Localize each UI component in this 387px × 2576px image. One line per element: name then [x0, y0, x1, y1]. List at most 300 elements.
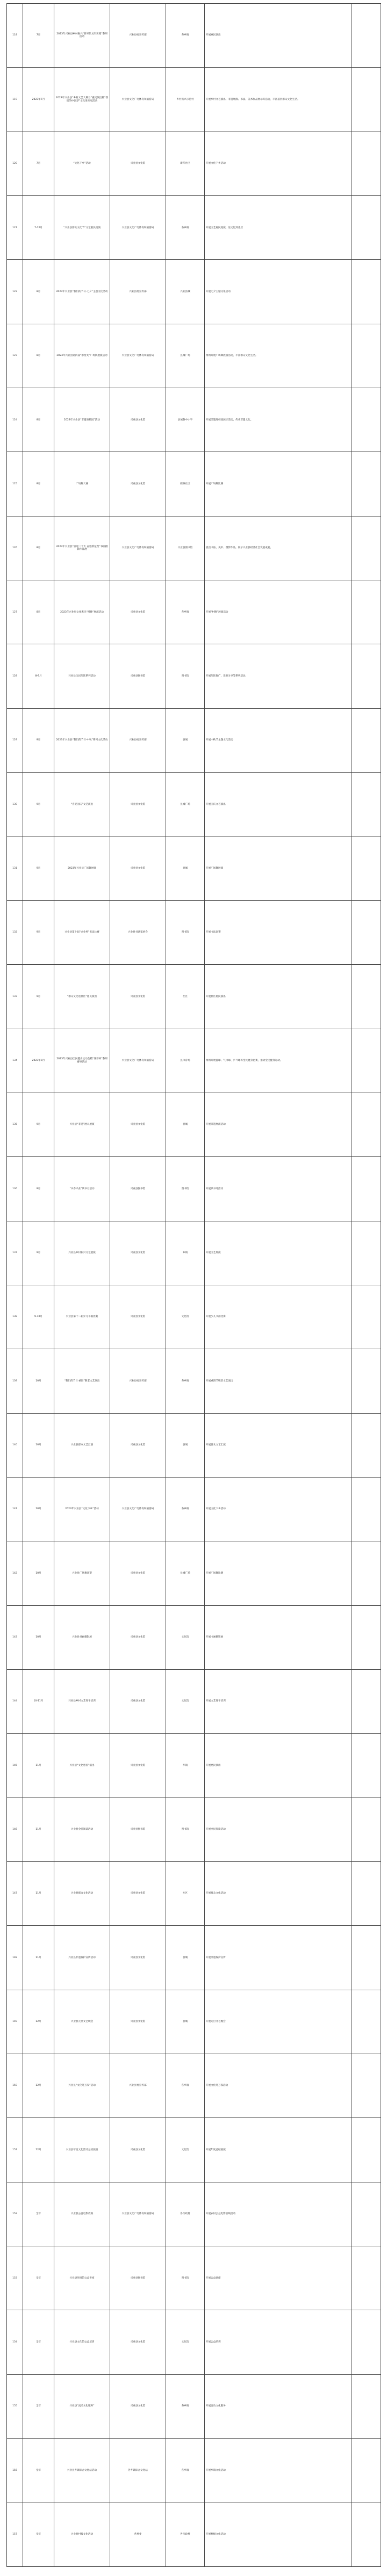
cell-time: 8月: [23, 580, 54, 644]
cell-time: 全年: [23, 2310, 54, 2374]
cell-time: 9月: [23, 836, 54, 900]
cell-activity-name: 兴业县非遗保护宣传活动: [54, 1926, 110, 1990]
cell-row-number: 135: [7, 1093, 23, 1156]
cell-organizer: 兴业县文化广电体育和旅游局: [110, 516, 166, 580]
cell-location: 图书馆: [166, 2246, 205, 2310]
cell-organizer: 兴业县文化广电体育和旅游局: [110, 1477, 166, 1541]
cell-row-number: 151: [7, 2118, 23, 2182]
cell-activity-name: 兴业县“非遗”展示展演: [54, 1093, 110, 1156]
cell-organizer: 兴业县文化广电体育和旅游局: [110, 68, 166, 132]
cell-location: 乡村振兴示范村: [166, 68, 205, 132]
cell-time: 8月: [23, 324, 54, 388]
table-row: [7, 388, 381, 452]
cell-row-number: 123: [7, 324, 23, 388]
cell-location: 文化馆: [166, 1285, 205, 1349]
cell-organizer: 兴业县委宣传部: [110, 260, 166, 324]
cell-location: 县城: [166, 1990, 205, 2054]
cell-row-number: 121: [7, 196, 23, 260]
cell-row-number: 152: [7, 2182, 23, 2246]
cell-row-number: 141: [7, 1477, 23, 1541]
cell-time: 9月: [23, 708, 54, 772]
cell-activity-name: “我们的节日·重阳”敬老文艺演出: [54, 1349, 110, 1413]
cell-time: 8-9月: [23, 644, 54, 708]
cell-row-number: 142: [7, 1541, 23, 1605]
table-row: [7, 1285, 381, 1349]
cell-time: 10月: [23, 1349, 54, 1413]
cell-activity-name: 兴业县群众文艺汇演: [54, 1413, 110, 1477]
cell-note: [352, 516, 381, 580]
cell-location: 图书馆: [166, 1798, 205, 1861]
table-row: [7, 1413, 381, 1477]
cell-time: 8月: [23, 516, 54, 580]
table-row: [7, 1029, 381, 1093]
cell-activity-name: 兴业县乡镇综合文化站活动: [54, 2439, 110, 2502]
table-row: [7, 1157, 381, 1221]
cell-organizer: 兴业县文化馆: [110, 580, 166, 644]
cell-time: 12月: [23, 2118, 54, 2182]
cell-time: 全年: [23, 2439, 54, 2502]
table-row: [7, 2118, 381, 2182]
cell-activity-name: 2023年兴业县“我们的节日·七夕”主题文化活动: [54, 260, 110, 324]
cell-content: 开展群众文艺汇演: [205, 1413, 352, 1477]
cell-organizer: 兴业县图书馆: [110, 2246, 166, 2310]
cell-location: 乡镇: [166, 1221, 205, 1285]
cell-content: 开展群众文化活动: [205, 1861, 352, 1925]
cell-location: 新华社区: [166, 132, 205, 195]
cell-row-number: 153: [7, 2246, 23, 2310]
cell-location: 图书馆: [166, 900, 205, 964]
cell-time: 9月: [23, 1221, 54, 1285]
cell-location: 县城: [166, 1093, 205, 1156]
cell-activity-name: “文化下乡”活动: [54, 132, 110, 195]
cell-time: 9-10月: [23, 1285, 54, 1349]
cell-content: 开展重阳节敬老文艺演出: [205, 1349, 352, 1413]
cell-content: 开展文艺展演: [205, 1221, 352, 1285]
table-row: [7, 196, 381, 260]
cell-activity-name: 兴业县全民阅读系列活动: [54, 644, 110, 708]
cell-activity-name: 兴业县公益电影放映: [54, 2182, 110, 2246]
cell-content: 开展公益讲座: [205, 2246, 352, 2310]
cell-row-number: 134: [7, 1029, 23, 1093]
cell-organizer: 兴业县文化广电体育和旅游局: [110, 1029, 166, 1093]
table-row: [7, 644, 381, 708]
cell-organizer: 兴业县文化馆: [110, 1093, 166, 1156]
cell-content: 开展读书月活动: [205, 1157, 352, 1221]
cell-row-number: 149: [7, 1990, 23, 2054]
cell-time: 7-12月: [23, 196, 54, 260]
cell-row-number: 144: [7, 1669, 23, 1733]
cell-time: 7月: [23, 132, 54, 195]
cell-activity-name: 2023年兴业县文化惠民“村晚”展演活动: [54, 580, 110, 644]
cell-note: [352, 644, 381, 708]
cell-organizer: 兴业县文化馆: [110, 2310, 166, 2374]
cell-content: 开展非遗进校园展示活动，传承非遗文化。: [205, 388, 352, 452]
table-row: [7, 1669, 381, 1733]
cell-note: [352, 1734, 381, 1798]
cell-note: [352, 1798, 381, 1861]
cell-content: 展出书法、美术、摄影作品，展示兴业县经济社会发展成就。: [205, 516, 352, 580]
cell-row-number: 155: [7, 2374, 23, 2438]
cell-activity-name: 兴业县第十届“兴业杯”书法比赛: [54, 900, 110, 964]
cell-row-number: 147: [7, 1861, 23, 1925]
cell-row-number: 137: [7, 1221, 23, 1285]
cell-organizer: 兴业县文化广电体育和旅游局: [110, 2182, 166, 2246]
cell-time: 12月: [23, 2054, 54, 2118]
cell-time: 8月: [23, 388, 54, 452]
table-row: [7, 2374, 381, 2438]
cell-location: 文化馆: [166, 2310, 205, 2374]
activity-schedule-table: [6, 3, 381, 2567]
table-row: [7, 452, 381, 516]
cell-note: [352, 1861, 381, 1925]
cell-note: [352, 708, 381, 772]
cell-row-number: 148: [7, 1926, 23, 1990]
cell-row-number: 124: [7, 388, 23, 452]
cell-row-number: 150: [7, 2054, 23, 2118]
cell-row-number: 125: [7, 452, 23, 516]
cell-content: 开展“村晚”展演活动: [205, 580, 352, 644]
cell-time: 10月: [23, 1413, 54, 1477]
cell-organizer: 兴业县委宣传部: [110, 708, 166, 772]
cell-organizer: 兴业县文化馆: [110, 1926, 166, 1990]
table-row: [7, 2310, 381, 2374]
cell-location: 鹤林社区: [166, 452, 205, 516]
cell-time: 10月: [23, 1477, 54, 1541]
cell-location: 县城广场: [166, 324, 205, 388]
cell-content: 开展社区惠民演出: [205, 965, 352, 1029]
cell-organizer: 兴业县书法家协会: [110, 900, 166, 964]
cell-note: [352, 2118, 381, 2182]
cell-content: 开展文艺骨干培训: [205, 1669, 352, 1733]
table-row: [7, 1349, 381, 1413]
cell-note: [352, 132, 381, 195]
cell-activity-name: 兴业县广场舞比赛: [54, 1541, 110, 1605]
cell-activity-name: 2023年兴业县全民健身运动会暨“体彩杯”系列赛事活动: [54, 1029, 110, 1093]
cell-note: [352, 1157, 381, 1221]
cell-location: 县城: [166, 708, 205, 772]
cell-organizer: 兴业县文化馆: [110, 836, 166, 900]
cell-row-number: 131: [7, 836, 23, 900]
cell-content: 开展文化进万家活动: [205, 2054, 352, 2118]
cell-note: [352, 2310, 381, 2374]
cell-organizer: 兴业县文化馆: [110, 1861, 166, 1925]
cell-location: 图书馆: [166, 1157, 205, 1221]
cell-location: 县城广场: [166, 1541, 205, 1605]
cell-time: 11月: [23, 1798, 54, 1861]
cell-content: 开展乡村文艺演出、非遗展演、书法、美术作品展示等活动，丰富基层群众文化生活。: [205, 68, 352, 132]
cell-organizer: 兴业县文化馆: [110, 1541, 166, 1605]
table-row: [7, 580, 381, 644]
cell-location: 社区: [166, 965, 205, 1029]
table-row: [7, 2439, 381, 2502]
cell-note: [352, 900, 381, 964]
cell-content: 组织开展篮球、气排球、乒乓球等全民健身比赛，推动全民健身运动。: [205, 1029, 352, 1093]
table-row: [7, 708, 381, 772]
cell-row-number: 132: [7, 900, 23, 964]
cell-location: 图书馆: [166, 644, 205, 708]
cell-note: [352, 1093, 381, 1156]
cell-row-number: 129: [7, 708, 23, 772]
table-row: [7, 1990, 381, 2054]
cell-time: 8月: [23, 452, 54, 516]
cell-content: 开展乡镇文化活动: [205, 2439, 352, 2502]
cell-organizer: 兴业县文化馆: [110, 1605, 166, 1669]
cell-location: 县城: [166, 1413, 205, 1477]
cell-content: 开展非遗展演活动: [205, 1093, 352, 1156]
cell-activity-name: 兴业县乡村振兴文艺展演: [54, 1221, 110, 1285]
cell-row-number: 157: [7, 2502, 23, 2566]
cell-content: 开展惠民演出: [205, 1734, 352, 1798]
cell-content: 开展文化下乡活动: [205, 1477, 352, 1541]
cell-time: 10-11月: [23, 1669, 54, 1733]
cell-content: 开展农村公益电影放映活动: [205, 2182, 352, 2246]
cell-note: [352, 1349, 381, 1413]
cell-note: [352, 2054, 381, 2118]
cell-note: [352, 1413, 381, 1477]
cell-row-number: 119: [7, 68, 23, 132]
table-row: [7, 2182, 381, 2246]
cell-activity-name: 2023年兴业县“文化下乡”活动: [54, 1477, 110, 1541]
table-row: [7, 836, 381, 900]
table-row: [7, 1861, 381, 1925]
cell-note: [352, 452, 381, 516]
table-row: [7, 4, 381, 68]
cell-row-number: 154: [7, 2310, 23, 2374]
cell-organizer: 兴业县文化广电体育和旅游局: [110, 324, 166, 388]
cell-activity-name: 兴业县全民阅读活动: [54, 1798, 110, 1861]
cell-note: [352, 260, 381, 324]
cell-time: 10月: [23, 1605, 54, 1669]
cell-activity-name: 兴业县村级文化活动: [54, 2502, 110, 2566]
cell-note: [352, 2502, 381, 2566]
cell-content: 开展广场舞展演: [205, 836, 352, 900]
cell-row-number: 127: [7, 580, 23, 644]
cell-time: 9月: [23, 965, 54, 1029]
cell-note: [352, 1605, 381, 1669]
cell-row-number: 156: [7, 2439, 23, 2502]
cell-content: 开展书法比赛: [205, 900, 352, 964]
cell-note: [352, 1221, 381, 1285]
table-row: [7, 1605, 381, 1669]
cell-content: 组织开展广场舞展演活动，丰富群众文化生活。: [205, 324, 352, 388]
cell-location: 县城: [166, 1926, 205, 1990]
cell-time: 7月: [23, 4, 54, 68]
cell-organizer: 兴业县委宣传部: [110, 4, 166, 68]
cell-location: 各乡镇: [166, 2374, 205, 2438]
cell-time: 10月: [23, 1541, 54, 1605]
cell-organizer: 兴业县图书馆: [110, 1157, 166, 1221]
cell-time: 11月: [23, 1734, 54, 1798]
table-row: [7, 1093, 381, 1156]
cell-activity-name: 兴业县年度文化活动总结展演: [54, 2118, 110, 2182]
cell-organizer: 兴业县文化馆: [110, 2374, 166, 2438]
table-row: [7, 2054, 381, 2118]
cell-note: [352, 2182, 381, 2246]
cell-time: 9月: [23, 1093, 54, 1156]
cell-activity-name: 2023年兴业县乡村振兴“新时代文明实践”系列活动: [54, 4, 110, 68]
cell-row-number: 138: [7, 1285, 23, 1349]
cell-time: 全年: [23, 2182, 54, 2246]
cell-activity-name: 兴业县图书馆公益讲座: [54, 2246, 110, 2310]
cell-organizer: 兴业县文化馆: [110, 965, 166, 1029]
cell-location: 兴业县图书馆: [166, 516, 205, 580]
cell-note: [352, 580, 381, 644]
cell-note: [352, 4, 381, 68]
cell-location: 各乡镇: [166, 2054, 205, 2118]
table-row: [7, 1477, 381, 1541]
table-row: [7, 900, 381, 964]
cell-location: 县体育场: [166, 1029, 205, 1093]
table-body: [7, 4, 381, 2567]
cell-note: [352, 196, 381, 260]
cell-content: 开展书画摄影展: [205, 1605, 352, 1669]
cell-note: [352, 68, 381, 132]
cell-activity-name: 2023年兴业县第四届“群星奖”广场舞展演活动: [54, 324, 110, 388]
cell-note: [352, 1029, 381, 1093]
cell-organizer: 各乡镇综合文化站: [110, 2439, 166, 2502]
cell-activity-name: 2023年兴业县“我们的节日·中秋”系列文化活动: [54, 708, 110, 772]
cell-note: [352, 1285, 381, 1349]
cell-note: [352, 2374, 381, 2438]
cell-time: 全年: [23, 2246, 54, 2310]
cell-time: 2023年9月: [23, 1029, 54, 1093]
table-row: [7, 1734, 381, 1798]
cell-location: 社区: [166, 1861, 205, 1925]
cell-location: 县城: [166, 836, 205, 900]
cell-content: 开展文艺惠民巡演，送文化到基层: [205, 196, 352, 260]
cell-note: [352, 324, 381, 388]
cell-organizer: 兴业县文化馆: [110, 1413, 166, 1477]
cell-activity-name: 2023年兴业县“非遗进校园”活动: [54, 388, 110, 452]
cell-row-number: 118: [7, 4, 23, 68]
cell-content: 开展文化下乡活动: [205, 132, 352, 195]
cell-time: 11月: [23, 1861, 54, 1925]
cell-content: 开展阅读推广、读书分享等系列活动。: [205, 644, 352, 708]
cell-time: 9月: [23, 773, 54, 836]
cell-location: 各乡镇: [166, 196, 205, 260]
cell-row-number: 140: [7, 1413, 23, 1477]
cell-location: 文化馆: [166, 1605, 205, 1669]
cell-organizer: 兴业县文化馆: [110, 1285, 166, 1349]
table-row: [7, 1221, 381, 1285]
cell-organizer: 兴业县文化馆: [110, 1990, 166, 2054]
cell-activity-name: 兴业县群众文化活动: [54, 1861, 110, 1925]
cell-time: 9月: [23, 1157, 54, 1221]
cell-location: 县城广场: [166, 773, 205, 836]
cell-note: [352, 1990, 381, 2054]
cell-organizer: 各村委: [110, 2502, 166, 2566]
cell-content: 开展七夕主题文化活动: [205, 260, 352, 324]
cell-location: 各乡镇: [166, 4, 205, 68]
cell-activity-name: 兴业县“文化进万家”活动: [54, 2054, 110, 2118]
cell-row-number: 128: [7, 644, 23, 708]
cell-row-number: 146: [7, 1798, 23, 1861]
cell-organizer: 兴业县委宣传部: [110, 2054, 166, 2118]
table-row: [7, 1798, 381, 1861]
cell-note: [352, 836, 381, 900]
cell-activity-name: 兴业县书画摄影展: [54, 1605, 110, 1669]
table-row: [7, 2246, 381, 2310]
cell-location: 各乡镇: [166, 2439, 205, 2502]
cell-activity-name: 兴业县元旦文艺晚会: [54, 1990, 110, 2054]
cell-activity-name: 2023年兴业县“乡村文艺大舞台”惠民演出暨“我们的中国梦”文化进万家活动: [54, 68, 110, 132]
table-row: [7, 260, 381, 324]
table-row: [7, 965, 381, 1029]
cell-content: 开展元旦文艺晚会: [205, 1990, 352, 2054]
cell-note: [352, 388, 381, 452]
cell-organizer: 兴业县文化馆: [110, 1221, 166, 1285]
cell-organizer: 兴业县文化馆: [110, 2118, 166, 2182]
cell-location: 各乡镇: [166, 1349, 205, 1413]
cell-time: 9月: [23, 900, 54, 964]
cell-content: 开展少儿书画比赛: [205, 1285, 352, 1349]
cell-content: 开展广场舞比赛: [205, 452, 352, 516]
cell-activity-name: 兴业县第十二届少儿书画比赛: [54, 1285, 110, 1349]
table-row: [7, 773, 381, 836]
cell-location: 文化馆: [166, 2118, 205, 2182]
cell-activity-name: “书香兴业”读书月活动: [54, 1157, 110, 1221]
table-row: [7, 68, 381, 132]
cell-content: 开展公益培训: [205, 2310, 352, 2374]
cell-content: 开展国庆文艺演出: [205, 773, 352, 836]
cell-content: 开展年度总结展演: [205, 2118, 352, 2182]
cell-location: 各乡镇: [166, 580, 205, 644]
cell-organizer: 兴业县图书馆: [110, 644, 166, 708]
cell-content: 开展非遗保护宣传: [205, 1926, 352, 1990]
cell-organizer: 兴业县图书馆: [110, 1798, 166, 1861]
cell-organizer: 兴业县委宣传部: [110, 1349, 166, 1413]
cell-location: 各乡镇: [166, 1477, 205, 1541]
cell-organizer: 兴业县文化馆: [110, 773, 166, 836]
cell-activity-name: 广场舞大赛: [54, 452, 110, 516]
cell-activity-name: 兴业县“流动文化服务”: [54, 2374, 110, 2438]
cell-activity-name: “群众文化进社区”惠民演出: [54, 965, 110, 1029]
cell-content: 开展惠民演出: [205, 4, 352, 68]
cell-organizer: 兴业县文化馆: [110, 1734, 166, 1798]
cell-activity-name: 兴业县“文化惠民”演出: [54, 1734, 110, 1798]
cell-note: [352, 773, 381, 836]
cell-time: 12月: [23, 1990, 54, 2054]
cell-note: [352, 1926, 381, 1990]
cell-content: 开展全民阅读活动: [205, 1798, 352, 1861]
table-row: [7, 516, 381, 580]
cell-content: 开展中秋节主题文化活动: [205, 708, 352, 772]
cell-organizer: 兴业县文化馆: [110, 452, 166, 516]
cell-activity-name: 兴业县乡村文艺骨干培训: [54, 1669, 110, 1733]
cell-note: [352, 1669, 381, 1733]
cell-row-number: 139: [7, 1349, 23, 1413]
cell-row-number: 126: [7, 516, 23, 580]
cell-note: [352, 2246, 381, 2310]
cell-time: 8月: [23, 260, 54, 324]
cell-location: 各行政村: [166, 2502, 205, 2566]
cell-row-number: 143: [7, 1605, 23, 1669]
cell-organizer: 兴业县文化馆: [110, 132, 166, 195]
table-row: [7, 1926, 381, 1990]
cell-activity-name: 2023年兴业县“喜迎二十大 奋进新征程”书画摄影作品展: [54, 516, 110, 580]
cell-note: [352, 2439, 381, 2502]
cell-row-number: 120: [7, 132, 23, 195]
table-row: [7, 132, 381, 195]
cell-content: 开展广场舞比赛: [205, 1541, 352, 1605]
cell-time: 全年: [23, 2502, 54, 2566]
cell-location: 县城各中小学: [166, 388, 205, 452]
cell-location: 各行政村: [166, 2182, 205, 2246]
table-row: [7, 324, 381, 388]
cell-time: 11月: [23, 1926, 54, 1990]
cell-row-number: 133: [7, 965, 23, 1029]
cell-organizer: 兴业县文化广电体育和旅游局: [110, 196, 166, 260]
